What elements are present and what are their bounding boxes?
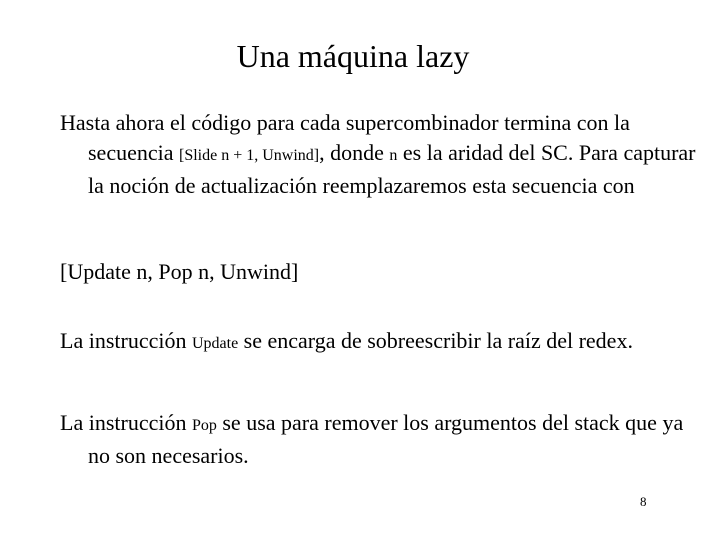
code-slide-unwind: [Slide n + 1, Unwind] [179, 147, 320, 164]
paragraph-update-instruction [60, 326, 708, 359]
code-n: n [389, 147, 398, 164]
paragraph-text: se usa para remover los argumentos del stack que ya no son necesarios. [88, 410, 684, 468]
paragraph-sequence-description [60, 108, 708, 201]
paragraph-text: , donde [319, 140, 390, 165]
code-update-pop-unwind: [Update n, Pop n, Unwind] [60, 259, 299, 284]
code-update: Update [191, 335, 239, 352]
paragraph-text: Hasta ahora el código para cada supercombinador termina con la secuencia [60, 110, 630, 165]
paragraph-text: es la aridad del SC. Para capturar la noción de actualización reemplazaremos esta secuencia con [88, 140, 696, 198]
slide-title: Una máquina lazy [236, 38, 470, 74]
paragraph-text: La instrucción [60, 410, 192, 435]
paragraph-text: se encarga de sobreescribir la raíz del redex. [238, 328, 633, 353]
paragraph-pop-instruction [60, 408, 708, 471]
code-pop: Pop [191, 417, 217, 434]
paragraph-update-sequence [60, 257, 708, 287]
page-number: 8 [640, 494, 647, 509]
paragraph-text: La instrucción [60, 328, 192, 353]
